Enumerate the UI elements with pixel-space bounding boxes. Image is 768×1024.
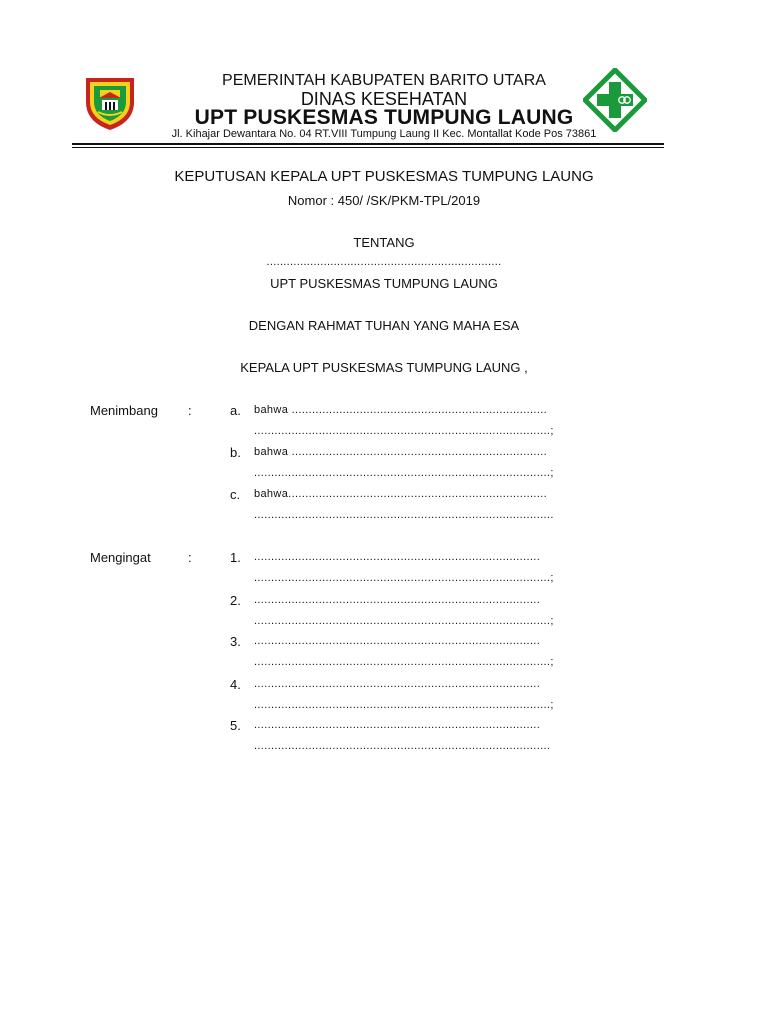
subject-line: UPT PUSKESMAS TUMPUNG LAUNG <box>270 276 498 291</box>
menimbang-mark-c: c. <box>230 487 241 502</box>
document-number: Nomor : 450/ /SK/PKM-TPL/2019 <box>287 193 481 208</box>
header-address: Jl. Kihajar Dewantara No. 04 RT.VIII Tumpung Laung II Kec. Montallat Kode Pos 73861 <box>171 128 597 140</box>
mengingat-mark-1: 1. <box>230 550 241 565</box>
menimbang-c-line2: ........................................................................................ <box>254 509 554 521</box>
menimbang-b-line2: .......................................................................................; <box>254 467 554 479</box>
mengingat-mark-5: 5. <box>230 718 241 733</box>
menimbang-mark-b: b. <box>230 445 241 460</box>
header-institution: UPT PUSKESMAS TUMPUNG LAUNG <box>194 106 574 129</box>
subject-placeholder: ...................................................................... <box>266 256 502 268</box>
menimbang-mark-a: a. <box>230 403 241 418</box>
rahmat-line: DENGAN RAHMAT TUHAN YANG MAHA ESA <box>248 318 520 333</box>
mengingat-mark-2: 2. <box>230 593 241 608</box>
header-divider-thick <box>72 143 664 145</box>
menimbang-a-line2: .......................................................................................; <box>254 425 554 437</box>
header-department: DINAS KESEHATAN <box>300 89 468 109</box>
mengingat-5-line1: .................................................................................... <box>254 719 541 731</box>
mengingat-1-line2: .......................................................................................; <box>254 572 554 584</box>
mengingat-3-line1: .................................................................................... <box>254 635 541 647</box>
menimbang-label: Menimbang <box>90 403 158 418</box>
mengingat-4-line2: .......................................................................................; <box>254 699 554 711</box>
mengingat-3-line2: .......................................................................................; <box>254 656 554 668</box>
mengingat-colon: : <box>188 550 192 565</box>
menimbang-c-line1: bahwa............................................................................ <box>254 488 548 500</box>
mengingat-mark-4: 4. <box>230 677 241 692</box>
mengingat-4-line1: .................................................................................... <box>254 678 541 690</box>
kepala-line: KEPALA UPT PUSKESMAS TUMPUNG LAUNG , <box>240 360 528 375</box>
mengingat-5-line2: ....................................................................................... <box>254 740 551 752</box>
menimbang-b-line1: bahwa ........................................................................... <box>254 446 548 458</box>
mengingat-label: Mengingat <box>90 550 151 565</box>
mengingat-mark-3: 3. <box>230 634 241 649</box>
document-title: KEPUTUSAN KEPALA UPT PUSKESMAS TUMPUNG LAUNG <box>174 168 594 185</box>
tentang-label: TENTANG <box>353 235 415 250</box>
mengingat-2-line2: .......................................................................................; <box>254 615 554 627</box>
menimbang-a-line1: bahwa ........................................................................... <box>254 404 548 416</box>
header-government: PEMERINTAH KABUPATEN BARITO UTARA <box>222 72 546 89</box>
mengingat-2-line1: .................................................................................... <box>254 594 541 606</box>
mengingat-1-line1: .................................................................................... <box>254 551 541 563</box>
header-divider-thin <box>72 147 664 148</box>
menimbang-colon: : <box>188 403 192 418</box>
